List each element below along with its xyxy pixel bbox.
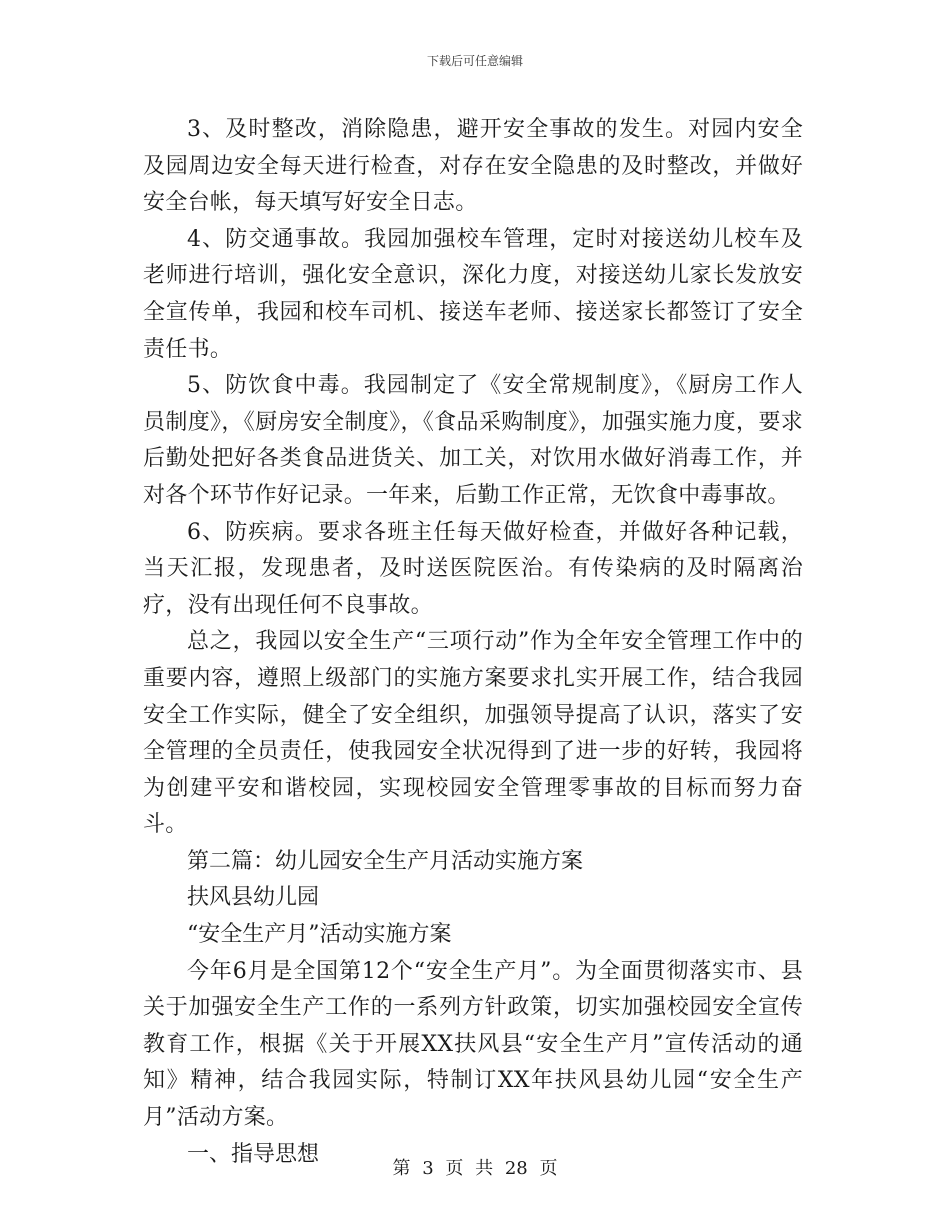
intro-paragraph: 今年6月是全国第12个“安全生产月”。为全面贯彻落实市、县关于加强安全生产工作的一系列方针政策，切实加强校园安全宣传教育工作，根据《关于开展XX扶风县“安全生产月”宣传活动的通知》精神，结合我园实际，特制订XX年扶风县幼儿园“安全生产月”活动方案。: [143, 958, 803, 1131]
organization-name: 扶风县幼儿园: [187, 885, 320, 911]
page-number: 第 3 页 共 28 页: [392, 1158, 558, 1179]
paragraph-item-3: 3、及时整改，消除隐患，避开安全事故的发生。对园内安全及园周边安全每天进行检查，对存在安全隐患的及时整改，并做好安全台帐，每天填写好安全日志。: [143, 117, 803, 216]
document-body: [143, 112, 803, 1173]
section-heading: 第二篇：幼儿园安全生产月活动实施方案: [187, 848, 584, 874]
subheading-guiding-ideology: 一、指导思想: [187, 1141, 320, 1167]
paragraph-item-4: 4、防交通事故。我园加强校车管理，定时对接送幼儿校车及老师进行培训，强化安全意识，深化力度，对接送幼儿家长发放安全宣传单，我园和校车司机、接送车老师、接送家长都签订了安全责任书。: [143, 226, 803, 362]
plan-title: “安全生产月”活动实施方案: [187, 922, 452, 948]
paragraph-summary: 总之，我园以安全生产“三项行动”作为全年安全管理工作中的重要内容，遵照上级部门的实施方案要求扎实开展工作，结合我园安全工作实际，健全了安全组织，加强领导提高了认识，落实了安全管理的全员责任，使我园安全状况得到了进一步的好转，我园将为创建平安和谐校园，实现校园安全管理零事故的目标而努力奋斗。: [143, 629, 803, 838]
page-header-note: 下载后可任意编辑: [426, 54, 523, 68]
paragraph-item-5: 5、防饮食中毒。我园制定了《安全常规制度》，《厨房工作人员制度》，《厨房安全制度》，《食品采购制度》，加强实施力度，要求后勤处把好各类食品进货关、加工关，对饮用水做好消毒工作，并对各个环节作好记录。一年来，后勤工作正常，无饮食中毒事故。: [143, 373, 803, 508]
paragraph-item-6: 6、防疾病。要求各班主任每天做好检查，并做好各种记载，当天汇报，发现患者，及时送医院医治。有传染病的及时隔离治疗，没有出现任何不良事故。: [143, 519, 803, 618]
